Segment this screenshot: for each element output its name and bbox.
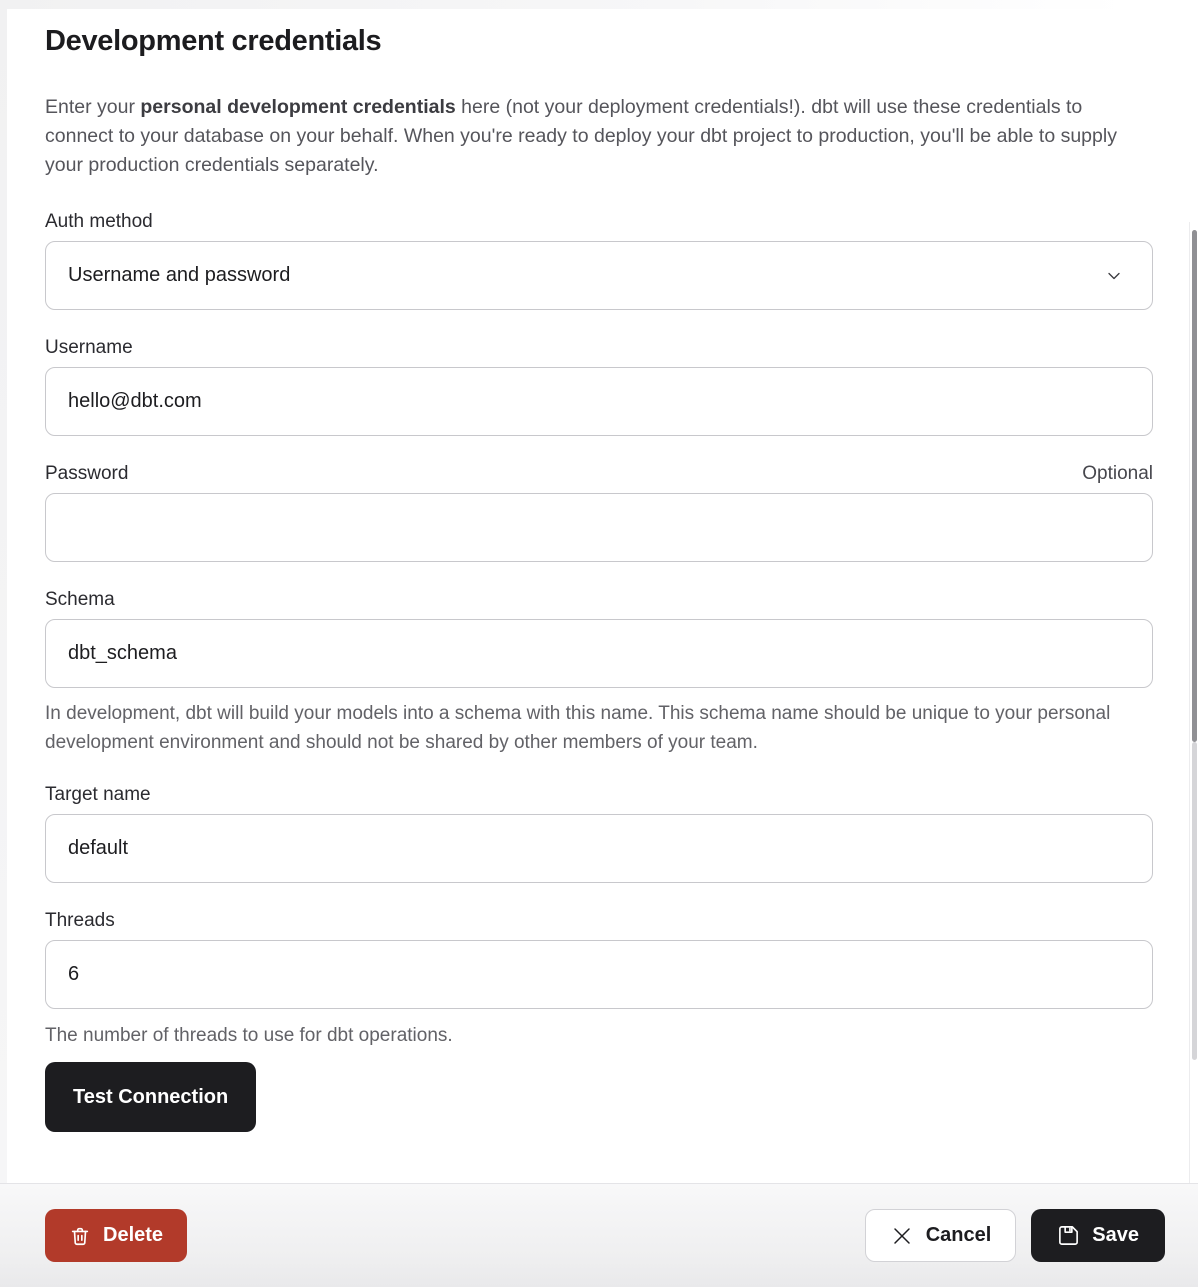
page-title: Development credentials	[45, 25, 382, 57]
schema-field	[45, 588, 1153, 757]
threads-help-text: The number of threads to use for dbt operations.	[45, 1025, 453, 1046]
cancel-button-label: Cancel	[925, 1224, 992, 1246]
threads-label: Threads	[45, 910, 115, 931]
left-margin-strip	[0, 0, 7, 1183]
delete-button[interactable]	[45, 1209, 187, 1262]
username-field	[45, 336, 1153, 436]
target-name-field	[45, 783, 1153, 883]
test-connection-button[interactable]	[45, 1062, 256, 1132]
username-label: Username	[45, 337, 133, 358]
save-button-label: Save	[1092, 1224, 1139, 1246]
intro-text-start: Enter your	[45, 96, 141, 118]
vertical-scrollbar-thumb[interactable]	[1192, 230, 1197, 742]
footer-right-actions	[865, 1209, 1165, 1262]
delete-button-label: Delete	[103, 1224, 164, 1246]
close-icon	[890, 1224, 914, 1248]
auth-method-select[interactable]	[45, 241, 1153, 310]
password-field	[45, 462, 1153, 562]
intro-text-end: here (not your deployment credentials!). dbt will use these credentials to connect to your database on your behalf. When you're ready to deploy your dbt project to production, you'll be able to supply your production credentials separately.	[45, 96, 1117, 176]
target-name-input[interactable]	[45, 814, 1153, 883]
password-optional-badge: Optional	[1082, 463, 1153, 484]
target-name-label: Target name	[45, 784, 151, 805]
password-input[interactable]	[45, 493, 1153, 562]
form-action-footer	[0, 1183, 1198, 1287]
intro-text-bold: personal development credentials	[140, 96, 456, 118]
password-label: Password	[45, 463, 129, 484]
floppy-disk-icon	[1057, 1224, 1080, 1247]
username-input[interactable]	[45, 367, 1153, 436]
threads-field	[45, 909, 1153, 1050]
vertical-scrollbar-track[interactable]	[1192, 742, 1197, 1060]
test-connection-label: Test Connection	[73, 1085, 229, 1108]
cancel-button[interactable]	[865, 1209, 1017, 1262]
auth-method-field	[45, 210, 1153, 310]
chevron-down-icon	[1104, 266, 1124, 286]
auth-method-label: Auth method	[45, 211, 153, 232]
threads-input[interactable]	[45, 940, 1153, 1009]
schema-help-text: In development, dbt will build your models into a schema with this name. This schema name should be unique to your personal development environment and should not be shared by other members of your team.	[45, 703, 1111, 753]
trash-icon	[69, 1225, 91, 1247]
save-button[interactable]	[1031, 1209, 1165, 1262]
schema-label: Schema	[45, 589, 115, 610]
schema-input[interactable]	[45, 619, 1153, 688]
development-credentials-panel	[7, 0, 1153, 1132]
auth-method-selected-value: Username and password	[68, 264, 291, 286]
scroll-gutter-edge	[1189, 222, 1190, 1183]
intro-paragraph	[45, 93, 1153, 180]
